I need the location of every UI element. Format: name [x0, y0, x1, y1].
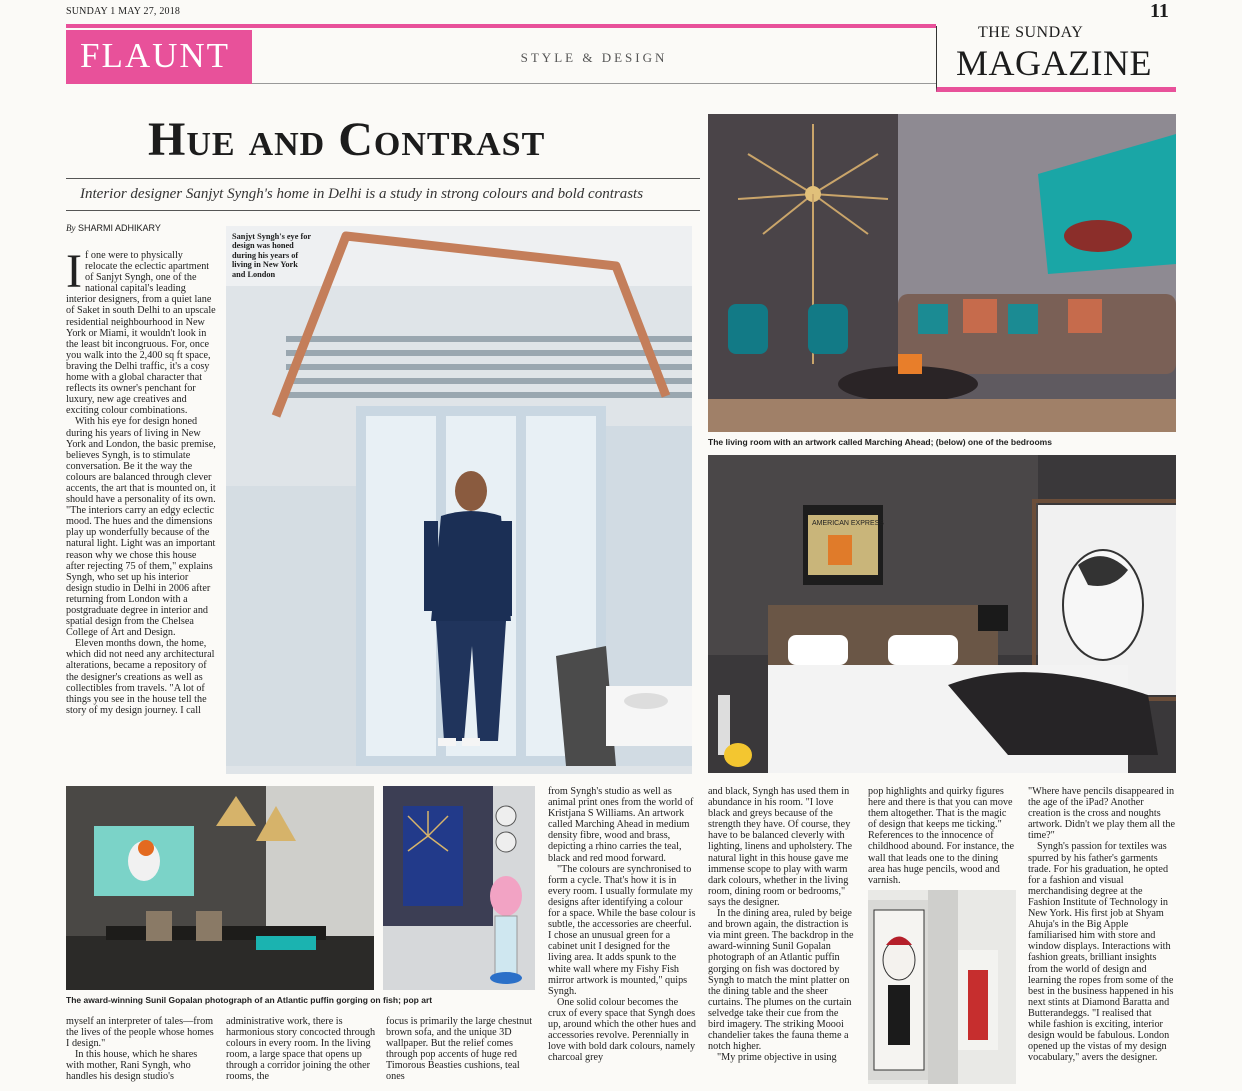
pop-art-photo	[383, 786, 535, 990]
dateline: SUNDAY 1 MAY 27, 2018	[66, 6, 181, 17]
article-column-d	[708, 786, 856, 1084]
article-column-1	[66, 250, 216, 774]
dining-photo	[66, 786, 374, 990]
header-accent-bar	[66, 24, 936, 28]
article-column-bottom-3	[386, 1016, 536, 1086]
article-column-f	[1028, 786, 1176, 1084]
subsection-label: STYLE & DESIGN	[252, 30, 936, 84]
paragraph: With his eye for design honed during his years of living in New York and London, the basic premise, believes Syngh, is to stimulate conversation. Be it the way the colours are balanced through clever accents, the art that is mounted on, it should have a personality of its own. "The interiors carry an edgy eclectic mood. The hues and the dimensions play up wonderfully because of the natural light. Light was an important reason why we chose this house after rejecting 75 of them," explains Syngh, who set up his interior design studio in Delhi in 2006 after returning from London with a postgraduate degree in interior and spatial design from the Chelsea College of Art and Design.	[66, 416, 216, 639]
paragraph: administrative work, there is harmonious story concocted through colours in every room. In the living room, a large space that opens up through a corridor joining the other rooms, the	[226, 1016, 376, 1083]
corridor-photo	[868, 890, 1016, 1084]
masthead-title: MAGAZINE	[956, 43, 1152, 83]
byline-author: SHARMI ADHIKARY	[78, 223, 161, 233]
section-label: FLAUNT	[66, 30, 252, 84]
article-column-c	[548, 786, 696, 1084]
byline-prefix: By	[66, 223, 76, 233]
paragraph: In this house, which he shares with mother, Rani Syngh, who handles his design studio's	[66, 1049, 198, 1083]
drop-cap: I	[66, 250, 82, 298]
masthead-top: THE SUNDAY	[978, 24, 1084, 41]
paragraph: focus is primarily the large chestnut brown sofa, and the unique 3D wallpaper. But the relief comes through pop accents of huge red Timorous Beasties cushions, teal ones	[386, 1016, 533, 1083]
paragraph: myself an interpreter of tales—from the lives of the people whose homes I design."	[66, 1016, 214, 1050]
paragraph: "The colours are synchronised to form a cycle. That's how it is in every room. I usually formulate my designs after identifying a colour for a space. While the base colour is subtle, the accessories are cheerful. I chose an unusual green for a cabinet unit I designed for the living area. It adds spunk to the white wall where my Fishy Fish mirror artwork is mounted," quips Syngh.	[548, 863, 696, 997]
paragraph: Syngh's passion for textiles was spurred by his father's garments trade. For his graduation, he opted for a fashion and visual merchandising degree at the Fashion Institute of Technology in New York. His first job at Shyam Ahuja's in the Big Apple familiarised him with store and window displays. Interactions with fashion greats, brilliant insights from the world of design and learning the ropes from some of the best in the business happened in his next stints at Diamond Baratta and Butterandeggs. "I realised that while fashion is exciting, interior design would be fabulous. London opened up the vistas of my design vocabulary," avers the designer.	[1028, 841, 1174, 1064]
paragraph: f one were to physically relocate the eclectic apartment of Sanjyt Syngh, one of the national capital's leading interior designers, from a quiet lane of Saket in south Delhi to an upscale residential neighbourhood in New York or Miami, it wouldn't look in the least bit incongruous. For, once you walk into the 2,400 sq ft space, braving the Delhi traffic, it's a cosy home with a global character that reflects its owner's penchant for luxury, new age creatives and exciting colour combinations.	[66, 250, 216, 417]
paragraph: One solid colour becomes the crux of every space that Syngh does up, around which the other hues and accessories revolve. Perennially in love with bold dark colours, namely charcoal grey	[548, 996, 696, 1064]
paragraph: In the dining area, ruled by beige and brown again, the distraction is via mint green. The backdrop in the award-winning Sunil Gopalan photograph of an Atlantic puffin gorging on fish was doctored by Syngh to match the mint platter on the dining table and the sheer curtains. The plumes on the curtain selvedge take their cue from the bird imagery. The striking Moooi chandelier takes the fauna theme a notch higher.	[708, 908, 854, 1053]
article-column-bottom-2	[226, 1016, 376, 1086]
bedroom-photo	[708, 455, 1176, 773]
living-room-caption: The living room with an artwork called Marching Ahead; (below) one of the bedrooms	[708, 437, 1052, 447]
paragraph: and black, Syngh has used them in abundance in his room. "I love black and greys because of the strength they have. Of course, they have to be balanced cleverly with lighting, linens and upholstery. The natural light in this house gave me immense scope to play with warm dark colours, whether in the living room, dining room or bedrooms," says the designer.	[708, 786, 853, 908]
page-number: 11	[1150, 0, 1169, 22]
article-headline: Hue and Contrast	[148, 113, 546, 166]
article-column-e	[868, 786, 1016, 886]
paragraph: pop highlights and quirky figures here and there is that you can move them altogether. That is the magic of design that keeps me ticking." References to the innocence of childhood abound. For instance, the wall that leads one to the dining area has huge pencils, wood and varnish.	[868, 786, 1014, 886]
portrait-caption: Sanjyt Syngh's eye for design was honed during his years of living in New York and London	[232, 232, 311, 279]
divider	[66, 178, 700, 179]
divider	[66, 210, 700, 211]
article-deck: Interior designer Sanjyt Syngh's home in Delhi is a study in strong colours and bold contrasts	[80, 186, 644, 202]
paragraph: Eleven months down, the home, which did not need any architectural alterations, became a repository of the designer's creations as well as collectibles from travels. "A lot of things you see in the house tell the story of my design journey. I call	[66, 638, 215, 716]
living-room-photo	[708, 114, 1176, 432]
amex-artwork-text: AMERICAN EXPRESS	[812, 520, 884, 527]
dining-caption: The award-winning Sunil Gopalan photograph of an Atlantic puffin gorging on fish; pop art	[66, 995, 433, 1005]
paragraph: from Syngh's studio as well as animal print ones from the world of Kristjana S Williams. An artwork called Marching Ahead in medium density fibre, wood and brass, depicting a rhino carries the teal, black and red mood forward.	[548, 786, 694, 864]
paragraph: "My prime objective in using	[717, 1052, 837, 1064]
byline	[66, 223, 161, 233]
paragraph: "Where have pencils disappeared in the age of the iPad? Another creation is the cross and noughts artwork. Didn't we play them all the time?"	[1028, 786, 1175, 842]
article-column-bottom-1	[66, 1016, 216, 1086]
portrait-photo	[226, 226, 692, 774]
